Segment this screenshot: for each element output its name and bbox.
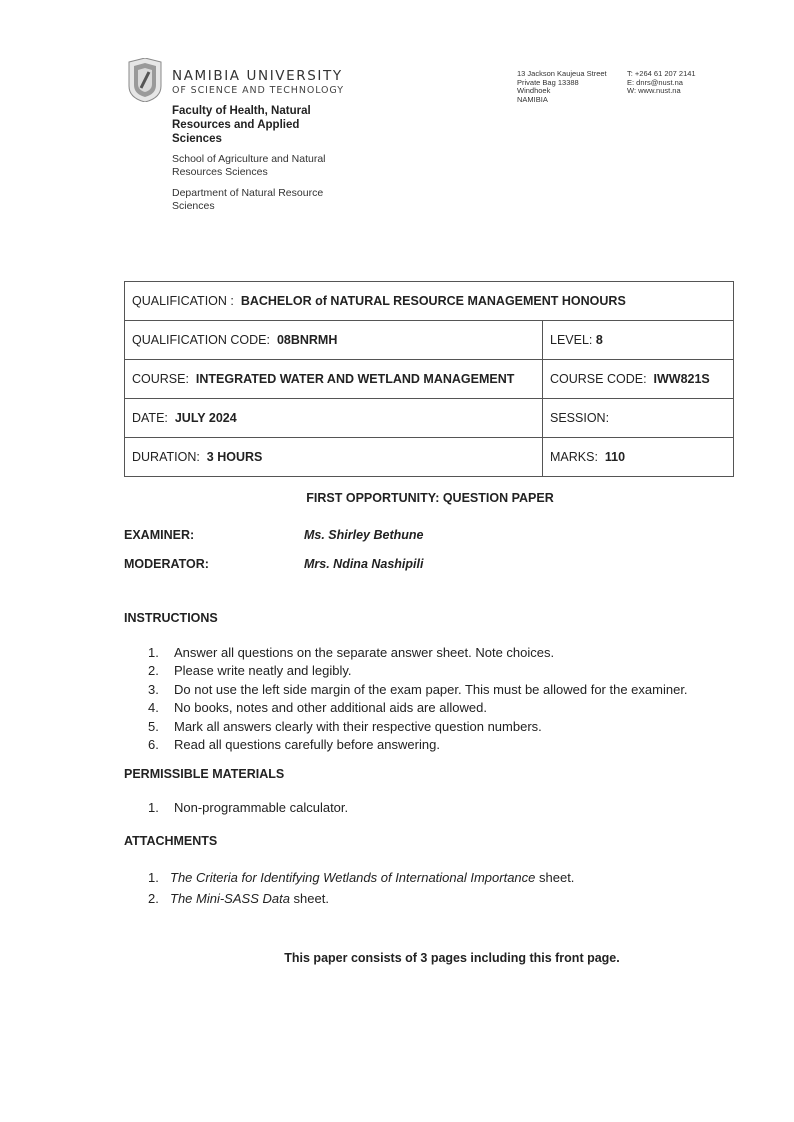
examiner-label: EXAMINER:	[124, 528, 195, 542]
list-item: 1. Non-programmable calculator.	[148, 800, 349, 815]
table-row	[125, 360, 734, 399]
list-item: 4. No books, notes and other additional aids are allowed.	[148, 699, 688, 717]
course-cell	[125, 360, 543, 399]
qualification-code-value: 08BNRMH	[276, 333, 338, 347]
page-count-note: This paper consists of 3 pages including this front page.	[284, 951, 620, 965]
address-line: Windhoek	[517, 86, 551, 96]
contact-email: E: dnrs@nust.na	[627, 77, 683, 87]
marks-cell	[543, 438, 734, 477]
qualification-cell	[125, 282, 734, 321]
list-item: 1. Answer all questions on the separate answer sheet. Note choices.	[148, 644, 688, 662]
course-code-value: IWW821S	[653, 372, 710, 386]
duration-value: 3 HOURS	[206, 450, 263, 464]
date-value: JULY 2024	[174, 411, 237, 425]
faculty-name: Faculty of Health, Natural Resources and Applied Sciences	[172, 105, 311, 145]
session-cell	[543, 399, 734, 438]
attachments-list	[148, 867, 574, 909]
university-subtitle: OF SCIENCE AND TECHNOLOGY	[172, 85, 344, 96]
qualification-code-cell	[125, 321, 543, 360]
university-name: NAMIBIA UNIVERSITY	[172, 68, 343, 84]
permissible-materials-heading: PERMISSIBLE MATERIALS	[124, 767, 285, 781]
course-value: INTEGRATED WATER AND WETLAND MANAGEMENT	[195, 372, 515, 386]
instruction-text: Do not use the left side margin of the exam paper. This must be allowed for the examiner.	[174, 681, 688, 697]
list-item: 1. The Criteria for Identifying Wetlands of International Importance sheet.	[148, 870, 575, 885]
attachment-title: The Criteria for Identifying Wetlands of International Importance	[170, 870, 536, 885]
paper-title: FIRST OPPORTUNITY: QUESTION PAPER	[306, 491, 554, 505]
course-label: COURSE:	[132, 372, 189, 386]
instruction-text: Read all questions carefully before answering.	[174, 737, 440, 753]
instructions-heading: INSTRUCTIONS	[124, 611, 218, 625]
table-row	[125, 438, 734, 477]
instructions-list	[148, 644, 688, 754]
moderator-name: Mrs. Ndina Nashipili	[304, 557, 424, 571]
postal-address	[517, 70, 607, 104]
instruction-text: Mark all answers clearly with their respective question numbers.	[174, 718, 542, 734]
contact-details	[627, 70, 696, 96]
permissible-materials-list	[148, 800, 348, 815]
contact-phone: T: +264 61 207 2141	[627, 69, 696, 78]
exam-details-table	[124, 281, 734, 477]
table-row	[125, 321, 734, 360]
marks-value: 110	[604, 450, 626, 464]
address-line: Private Bag 13388	[517, 77, 579, 87]
level-cell	[543, 321, 734, 360]
attachment-suffix: sheet.	[535, 870, 575, 885]
level-value: 8	[595, 333, 603, 347]
attachment-suffix: sheet.	[289, 891, 329, 906]
list-item: 5. Mark all answers clearly with their respective question numbers.	[148, 718, 688, 736]
marks-label: MARKS:	[550, 450, 598, 464]
instruction-text: No books, notes and other additional aids are allowed.	[174, 700, 487, 716]
level-label: LEVEL:	[550, 333, 593, 347]
table-row	[125, 282, 734, 321]
material-text: Non-programmable calculator.	[174, 800, 349, 815]
contact-website: W: www.nust.na	[627, 86, 681, 96]
examiner-name: Ms. Shirley Bethune	[304, 528, 424, 542]
date-cell	[125, 399, 543, 438]
attachment-title: The Mini-SASS Data	[170, 891, 290, 906]
qualification-code-label: QUALIFICATION CODE:	[132, 333, 270, 347]
instruction-text: Please write neatly and legibly.	[174, 663, 352, 679]
qualification-label: QUALIFICATION :	[132, 294, 234, 308]
duration-cell	[125, 438, 543, 477]
university-logo	[125, 58, 165, 102]
address-line: 13 Jackson Kaujeua Street	[517, 69, 607, 78]
address-line: NAMIBIA	[517, 94, 548, 104]
moderator-label: MODERATOR:	[124, 557, 209, 571]
course-code-cell	[543, 360, 734, 399]
list-item: 6. Read all questions carefully before answering.	[148, 736, 688, 754]
duration-label: DURATION:	[132, 450, 200, 464]
school-name: School of Agriculture and Natural Resources Sciences	[172, 153, 326, 178]
session-label: SESSION:	[550, 411, 610, 425]
list-item: 3. Do not use the left side margin of the exam paper. This must be allowed for the examiner.	[148, 681, 688, 699]
qualification-value: BACHELOR of NATURAL RESOURCE MANAGEMENT HONOURS	[240, 294, 626, 308]
table-row	[125, 399, 734, 438]
list-item: 2. The Mini-SASS Data sheet.	[148, 891, 329, 906]
date-label: DATE:	[132, 411, 168, 425]
list-item: 2. Please write neatly and legibly.	[148, 662, 688, 680]
course-code-label: COURSE CODE:	[550, 372, 647, 386]
instruction-text: Answer all questions on the separate answer sheet. Note choices.	[174, 645, 555, 660]
department-name: Department of Natural Resource Sciences	[172, 187, 324, 212]
attachments-heading: ATTACHMENTS	[124, 834, 218, 848]
